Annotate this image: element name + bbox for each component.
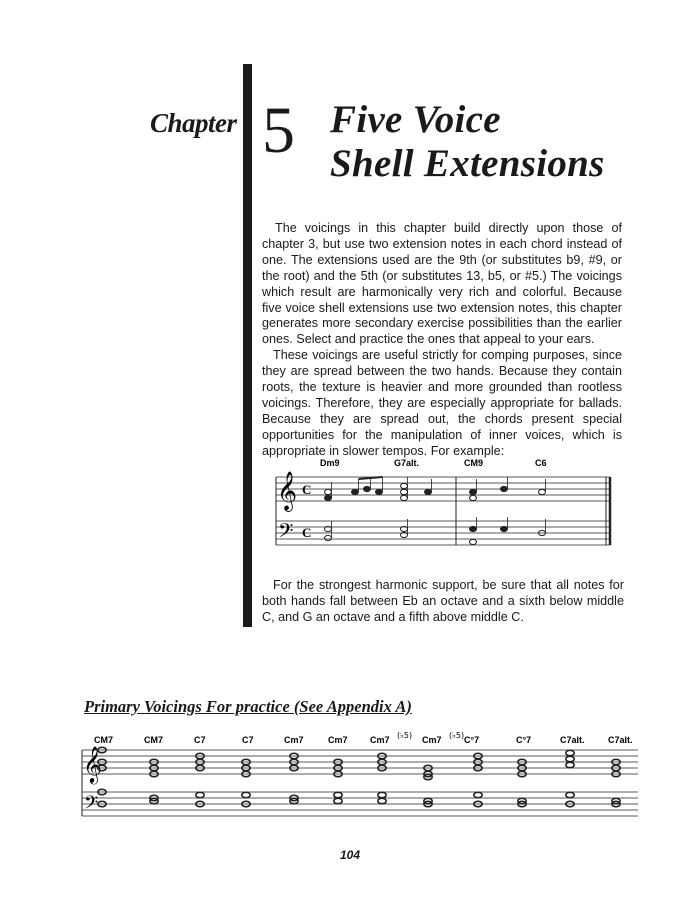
practice-chord-label: Cm7: [284, 735, 304, 745]
practice-chord-superscript: (♭5): [449, 731, 465, 740]
body-text: [262, 221, 622, 460]
practice-bass-clef-icon: 𝄢: [84, 793, 99, 818]
chapter-title: [330, 98, 605, 186]
paragraph-3: For the strongest harmonic support, be sure that all notes for both hands fall between Eb an octave and a sixth below middle C, and G an octave and a fifth above middle C.: [262, 578, 624, 624]
chapter-divider-bar: [243, 64, 252, 627]
practice-chord-label: C°7: [464, 735, 480, 745]
chapter-title-line-2: Shell Extensions: [330, 142, 605, 185]
example-chord-3: CM9: [464, 458, 484, 468]
bass-clef-icon: 𝄢: [278, 519, 294, 547]
practice-chord-label: CM7: [144, 735, 164, 745]
whole-note: [474, 792, 482, 797]
whole-note: [378, 798, 386, 803]
whole-note: [378, 792, 386, 797]
example-bass-staff: [276, 521, 610, 545]
example-chord-2: G7alt.: [394, 458, 420, 468]
whole-note: [334, 792, 342, 797]
time-signature-bass: C: [302, 525, 312, 540]
example-notes: [325, 477, 546, 545]
whole-note: [334, 798, 342, 803]
whole-note: [566, 792, 574, 797]
whole-note: [566, 762, 574, 767]
practice-bass-staff: [82, 792, 638, 816]
practice-chord-label: C7: [194, 735, 206, 745]
practice-chord-symbols: [94, 731, 633, 745]
music-example: [270, 455, 620, 555]
example-barlines: [276, 477, 610, 545]
paragraph-1: The voicings in this chapter build directly upon those of chapter 3, but use two extension notes in each chord instead of one. The extensions used are the 9th (or substitutes b9, #9, or the root) and the 5th (or substitutes 13, b5, or #5.) The voicings which result are harmonically very rich and colorful. Because five voice shell extensions use two extension notes, this chapter generates more secondary exercise possibilities than the earlier ones. Select and practice the ones that appeal to your ears.: [262, 221, 622, 347]
practice-staff: [82, 730, 642, 826]
practice-chord-superscript: (♭5): [397, 731, 413, 740]
practice-treble-clef-icon: 𝄞: [83, 745, 102, 783]
practice-heading: Primary Voicings For practice (See Appendix A): [84, 697, 412, 716]
practice-treble-staff: [82, 750, 638, 774]
practice-chord-label: C7alt.: [560, 735, 585, 745]
whole-note: [566, 756, 574, 761]
practice-chord-label: Cm7: [370, 735, 390, 745]
practice-chord-label: C7: [242, 735, 254, 745]
page-number: 104: [339, 848, 361, 862]
treble-clef-icon: 𝄞: [277, 471, 298, 511]
chapter-title-line-1: Five Voice: [330, 98, 501, 141]
example-chord-1: Dm9: [320, 458, 340, 468]
body-text-after-example: [262, 578, 624, 626]
practice-chord-label: Cm7: [422, 735, 442, 745]
whole-note: [196, 792, 204, 797]
whole-note: [566, 750, 574, 755]
time-signature-treble: C: [302, 482, 312, 497]
practice-chord-label: Cm7: [328, 735, 348, 745]
practice-chord-label: C°7: [516, 735, 532, 745]
chapter-label: Chapter: [150, 108, 237, 138]
whole-note: [242, 792, 250, 797]
chapter-number: 5: [262, 94, 295, 167]
practice-chord-label: CM7: [94, 735, 114, 745]
example-chord-4: C6: [535, 458, 547, 468]
paragraph-2: These voicings are useful strictly for comping purposes, since they are spread between the two hands. Because they contain roots, the texture is heavier and more grounded than rootless voicings. Therefore, they are especially appropriate for ballads. Because they are spread out, the chords present special opportunities for the manipulation of inner voices, which is appropriate in slower tempos. For example:: [262, 348, 622, 458]
practice-chord-label: C7alt.: [608, 735, 633, 745]
example-chord-symbols: [320, 458, 547, 468]
